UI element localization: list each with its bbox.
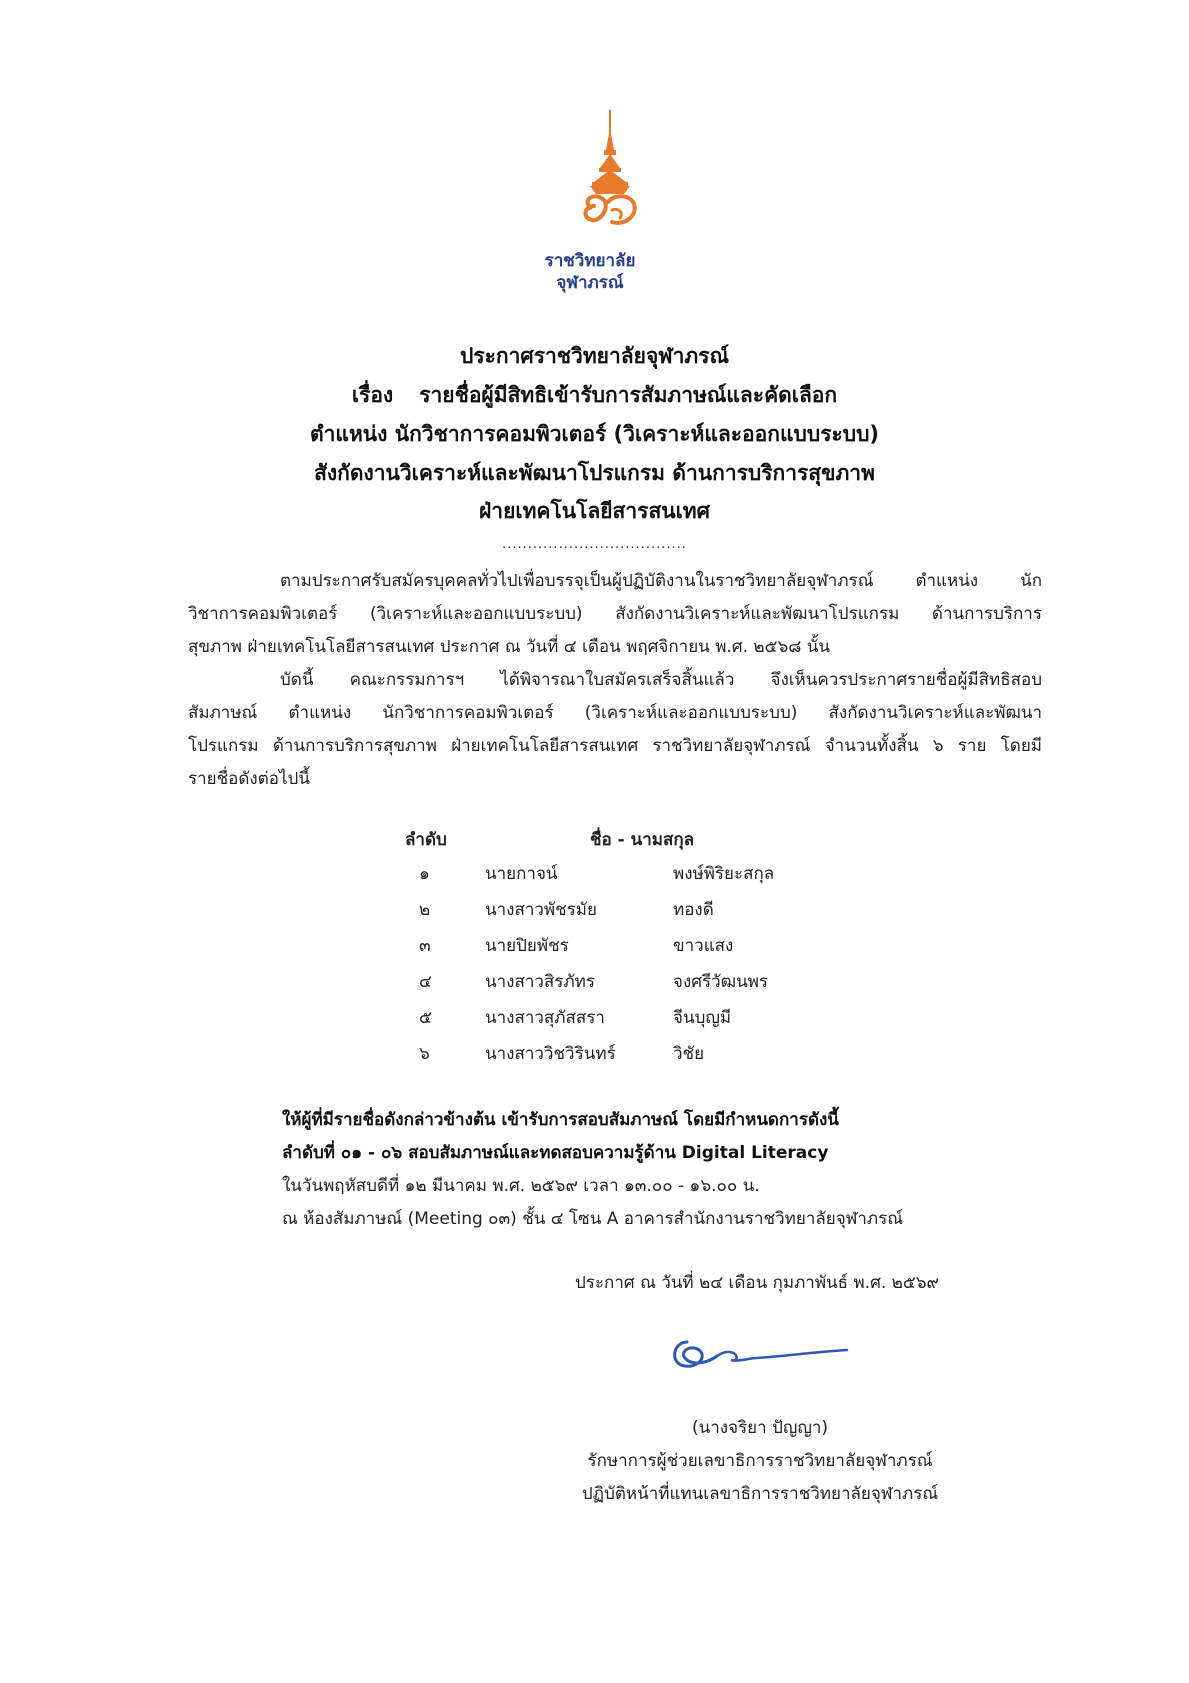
logo-text-line1: ราชวิทยาลัย xyxy=(544,251,636,271)
paragraph-2-line: บัดนี้ คณะกรรมการฯ ได้พิจารณาใบสมัครเสร็จสิ้นแล้ว จึงเห็นควรประกาศรายชื่อผู้มีสิทธิสอบ xyxy=(280,670,1042,690)
paragraph-1-line: ตามประกาศรับสมัครบุคคลทั่วไปเพื่อบรรจุเป็นผู้ปฏิบัติงานในราชวิทยาลัยจุฬาภรณ์ ตำแหน่ง นัก xyxy=(280,571,1042,591)
column-header-name: ชื่อ - นามสกุล xyxy=(590,830,695,850)
subject-text: รายชื่อผู้มีสิทธิเข้ารับการสัมภาษณ์และคัดเลือก xyxy=(419,383,838,407)
first-name: นางสาวพัชรมัย xyxy=(485,900,597,920)
paragraph-2 xyxy=(188,664,1042,796)
announcement-title: ประกาศราชวิทยาลัยจุฬาภรณ์ xyxy=(459,344,729,368)
paragraph-2-line: สัมภาษณ์ ตำแหน่ง นักวิชาการคอมพิวเตอร์ (วิเคราะห์และออกแบบระบบ) สังกัดงานวิเคราะห์และพัฒนา xyxy=(188,703,1042,723)
position-heading: ตำแหน่ง นักวิชาการคอมพิวเตอร์ (วิเคราะห์และออกแบบระบบ) xyxy=(309,422,880,446)
column-header-no: ลำดับ xyxy=(405,830,447,850)
last-name: พงษ์พิริยะสกุล xyxy=(673,864,775,884)
division-heading: ฝ่ายเทคโนโลยีสารสนเทศ xyxy=(479,499,710,523)
paragraph-1 xyxy=(188,565,1042,664)
signer-title-1: รักษาการผู้ช่วยเลขาธิการราชวิทยาลัยจุฬาภรณ์ xyxy=(587,1451,933,1471)
row-number: ๕ xyxy=(419,1008,432,1028)
notice-date-time: ในวันพฤหัสบดีที่ ๑๒ มีนาคม พ.ศ. ๒๕๖๙ เวลา ๑๓.๐๐ - ๑๖.๐๐ น. xyxy=(282,1176,760,1196)
last-name: จงศรีวัฒนพร xyxy=(673,972,769,992)
signer-block xyxy=(560,1412,960,1511)
separator: .................................... xyxy=(502,537,687,552)
last-name: จีนบุญมี xyxy=(673,1008,732,1028)
row-number: ๑ xyxy=(419,864,430,884)
last-name: ทองดี xyxy=(673,900,714,920)
first-name: นางสาวสิรภัทร xyxy=(485,972,595,992)
row-number: ๖ xyxy=(419,1044,430,1064)
candidate-table xyxy=(405,826,825,1076)
table-row xyxy=(405,932,825,968)
paragraph-1-line: วิชาการคอมพิวเตอร์ (วิเคราะห์และออกแบบระบบ) สังกัดงานวิเคราะห์และพัฒนาโปรแกรม ด้านการบริการ xyxy=(188,604,1042,624)
row-number: ๓ xyxy=(419,936,431,956)
notice-schedule-title: ลำดับที่ ๐๑ - ๐๖ สอบสัมภาษณ์และทดสอบความรู้ด้าน Digital Literacy xyxy=(282,1143,829,1163)
paragraph-1-line: สุขภาพ ฝ่ายเทคโนโลยีสารสนเทศ ประกาศ ณ วันที่ ๔ เดือน พฤศจิกายน พ.ศ. ๒๕๖๘ นั้น xyxy=(188,637,831,657)
interview-notice xyxy=(282,1104,1042,1236)
logo-text-line2: จุฬาภรณ์ xyxy=(556,273,624,293)
signer-title-2: ปฏิบัติหน้าที่แทนเลขาธิการราชวิทยาลัยจุฬาภรณ์ xyxy=(581,1484,939,1504)
table-row xyxy=(405,896,825,932)
last-name: วิชัย xyxy=(673,1044,705,1064)
table-row xyxy=(405,860,825,896)
first-name: นางสาววิชวิรินทร์ xyxy=(485,1044,616,1064)
notice-intro: ให้ผู้ที่มีรายชื่อดังกล่าวข้างต้น เข้ารับการสอบสัมภาษณ์ โดยมีกำหนดการดังนี้ xyxy=(282,1110,839,1130)
paragraph-2-line: โปรแกรม ด้านการบริการสุขภาพ ฝ่ายเทคโนโลยีสารสนเทศ ราชวิทยาลัยจุฬาภรณ์ จำนวนทั้งสิ้น ๖ ราย โดยมี xyxy=(188,736,1042,756)
announcement-date: ประกาศ ณ วันที่ ๒๔ เดือน กุมภาพันธ์ พ.ศ. ๒๕๖๙ xyxy=(575,1273,939,1293)
signer-name: (นางจริยา ปัญญา) xyxy=(691,1418,829,1438)
row-number: ๔ xyxy=(419,972,432,992)
notice-location: ณ ห้องสัมภาษณ์ (Meeting ๐๓) ชั้น ๔ โซน A อาคารสำนักงานราชวิทยาลัยจุฬาภรณ์ xyxy=(282,1209,903,1229)
table-row xyxy=(405,968,825,1004)
first-name: นางสาวสุภัสสรา xyxy=(485,1008,605,1028)
signature-icon xyxy=(665,1320,855,1380)
last-name: ขาวแสง xyxy=(673,936,734,956)
subject-label: เรื่อง xyxy=(351,383,394,407)
table-header xyxy=(405,826,825,860)
paragraph-2-line: รายชื่อดังต่อไปนี้ xyxy=(188,769,310,789)
table-row xyxy=(405,1040,825,1076)
row-number: ๒ xyxy=(419,900,431,920)
table-row xyxy=(405,1004,825,1040)
announcement-subject xyxy=(0,381,1189,409)
first-name: นายปิยพัชร xyxy=(485,936,569,956)
department-heading: สังกัดงานวิเคราะห์และพัฒนาโปรแกรม ด้านการบริการสุขภาพ xyxy=(314,461,875,485)
first-name: นายกาจน์ xyxy=(485,864,558,884)
